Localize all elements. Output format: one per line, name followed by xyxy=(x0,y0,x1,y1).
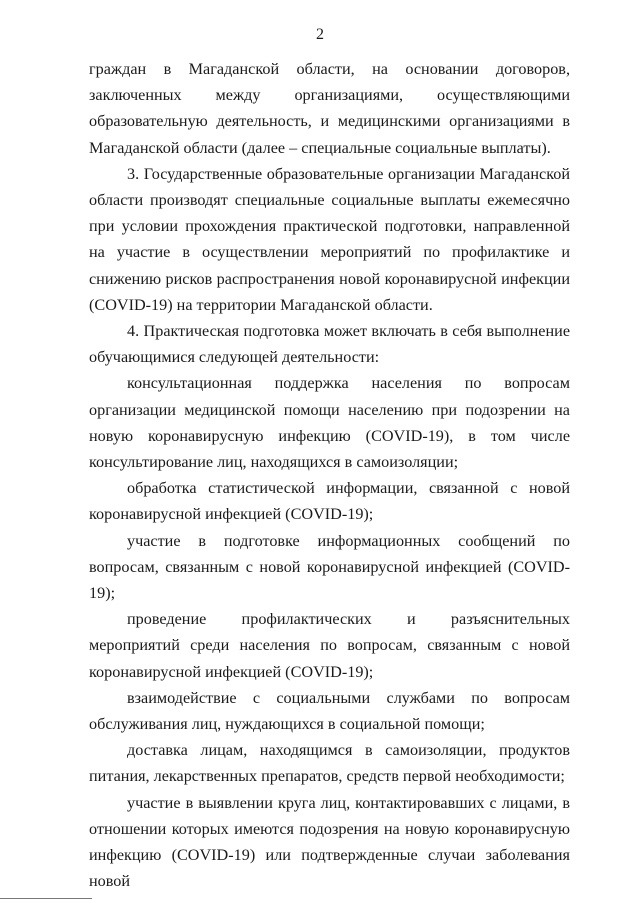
paragraph-item-3: 3. Государственные образовательные организации Магаданской области производят специальные социальные выплаты ежемесячно при условии прохождения практической подготовки, направленной на участие в осуществлении мероприятий по профилактике и снижению рисков распространения новой коронавирусной инфекции (COVID-19) на территории Магаданской области. xyxy=(89,164,570,314)
paragraph-continuation: граждан в Магаданской области, на основании договоров, заключенных между организациями, осуществляющими образовательную деятельность, и медицинскими организациями в Магаданской области (далее – специальные социальные выплаты). xyxy=(89,60,570,157)
document-body xyxy=(89,56,570,895)
page-number: 2 xyxy=(316,26,324,43)
paragraph-item-4: 4. Практическая подготовка может включать в себя выполнение обучающимися следующей деятельности: xyxy=(89,322,570,367)
activity-social-services: взаимодействие с социальными службами по вопросам обслуживания лиц, нуждающихся в социальной помощи; xyxy=(89,688,570,734)
activity-prevention-events: проведение профилактических и разъяснительных мероприятий среди населения по вопросам, связанным с новой коронавирусной инфекцией (COVID-19); xyxy=(89,610,570,681)
activity-consulting: консультационная поддержка населения по вопросам организации медицинской помощи населению при подозрении на новую коронавирусную инфекцию (COVID-19), в том числе консультирование лиц, находящихся в самоизоляции; xyxy=(89,374,570,472)
activity-contact-tracing: участие в выявлении круга лиц, контактировавших с лицами, в отношении которых имеются подозрения на новую коронавирусную инфекцию (COVID-19) или подтвержденные случаи заболевания новой xyxy=(89,793,570,891)
bottom-edge-rule xyxy=(0,898,92,899)
activity-delivery: доставка лицам, находящимся в самоизоляции, продуктов питания, лекарственных препаратов, средств первой необходимости; xyxy=(89,741,570,786)
activity-statistics: обработка статистической информации, связанной с новой коронавирусной инфекцией (COVID-19); xyxy=(89,479,570,524)
activity-info-messages: участие в подготовке информационных сообщений по вопросам, связанным с новой коронавирусной инфекцией (COVID-19); xyxy=(89,531,570,603)
